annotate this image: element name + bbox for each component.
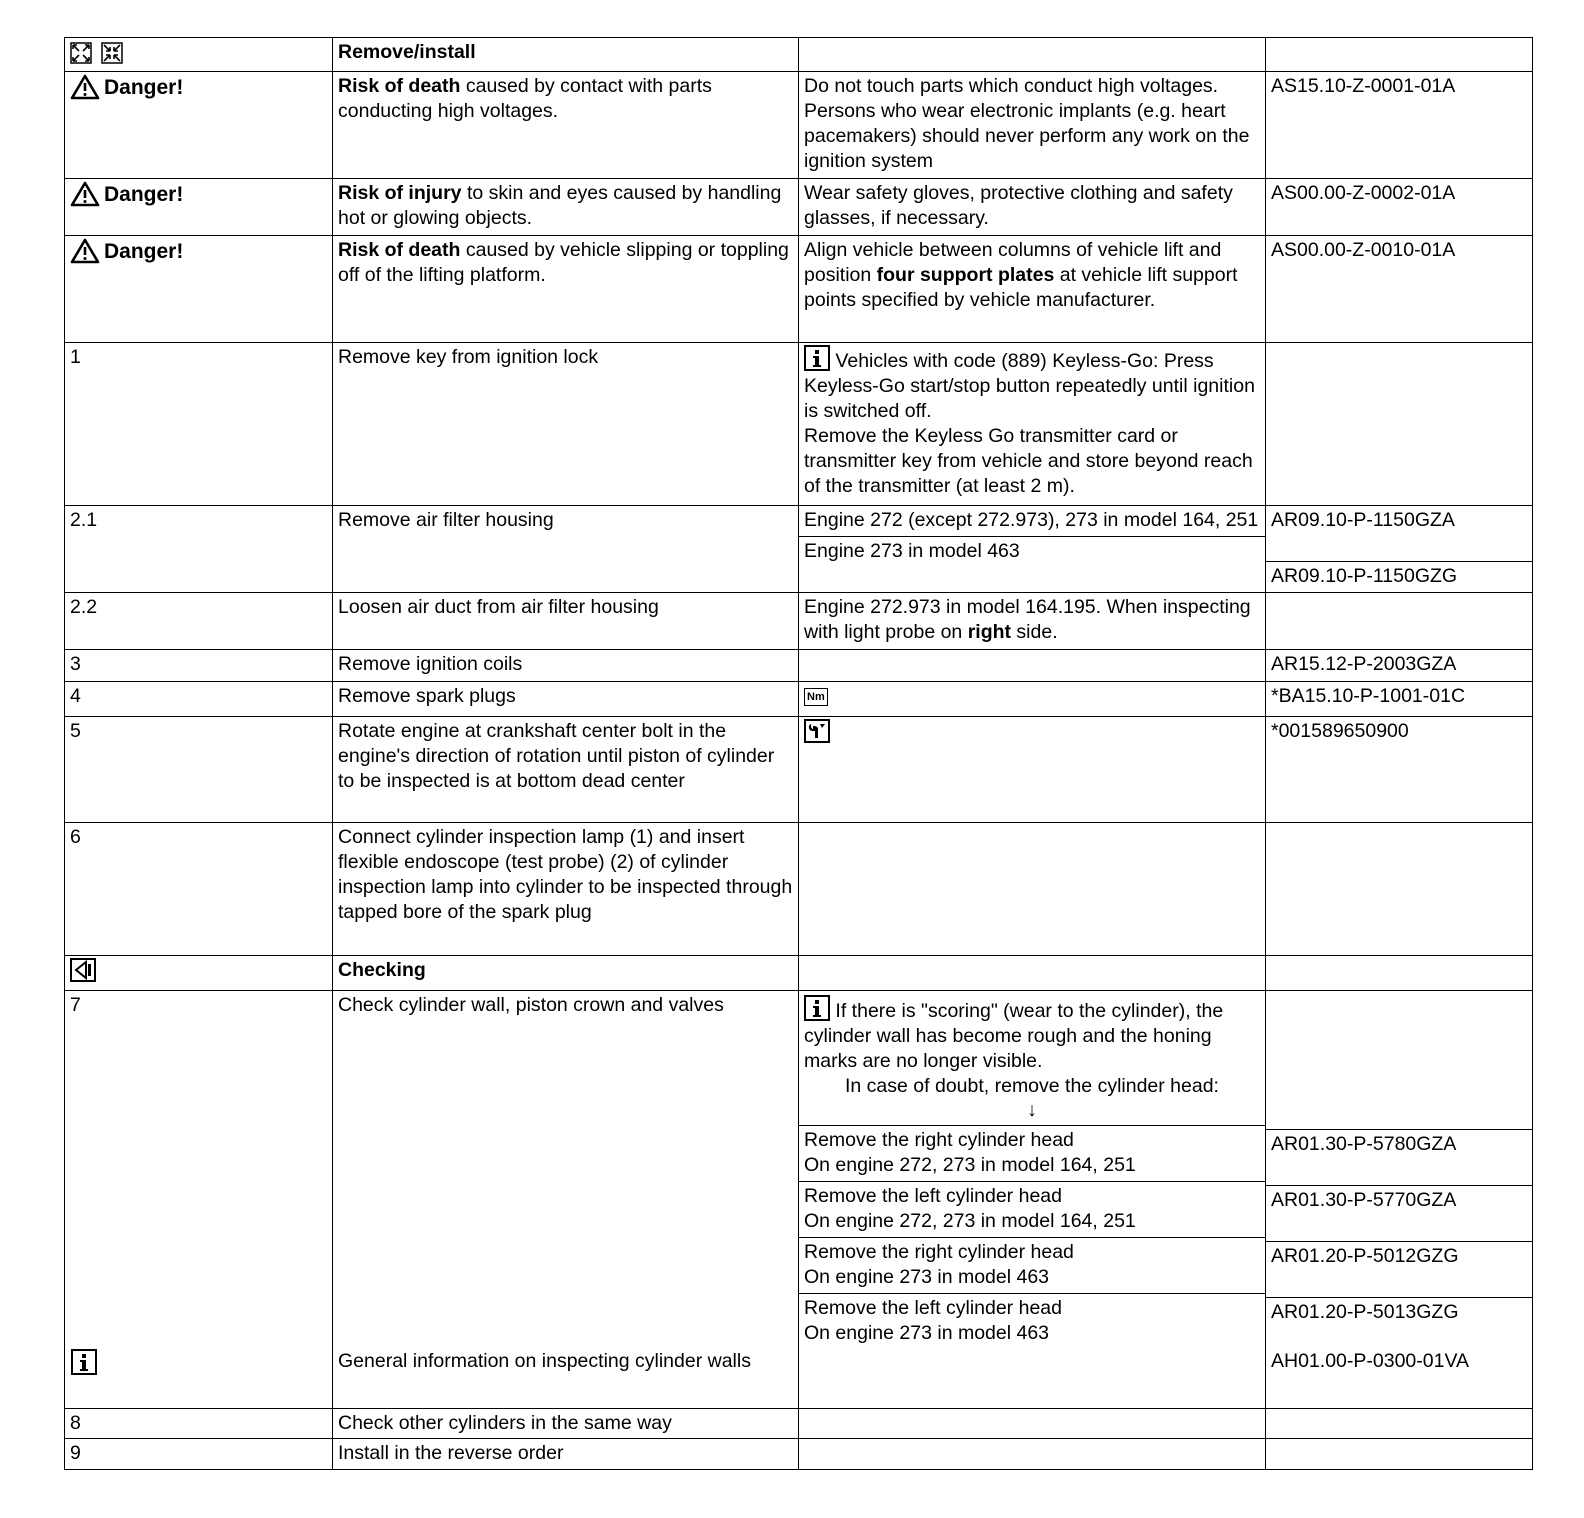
step-action: Remove ignition coils [333, 650, 799, 682]
danger-label: Danger! [104, 75, 184, 99]
info-icon [804, 995, 830, 1021]
step-action: Install in the reverse order [333, 1439, 799, 1470]
step-action: Remove spark plugs [333, 682, 799, 717]
reference-code: AR01.30-P-5780GZA [1271, 1133, 1457, 1155]
step-number: 3 [65, 650, 333, 682]
reference-code: AR01.20-P-5013GZG [1271, 1301, 1459, 1323]
step-number: 1 [65, 343, 333, 506]
danger-row [65, 236, 1533, 343]
step-action: Check cylinder wall, piston crown and valves [338, 994, 724, 1016]
divider [1266, 561, 1532, 562]
step-action: Remove key from ignition lock [333, 343, 799, 506]
reference-code: *BA15.10-P-1001-01C [1266, 682, 1533, 717]
reference-code: AR15.12-P-2003GZA [1266, 650, 1533, 682]
danger-instruction: Do not touch parts which conduct high voltages. Persons who wear electronic implants (e.g. heart pacemakers) should never perform any work on the ignition system [799, 72, 1266, 179]
reference-code: AS00.00-Z-0002-01A [1266, 179, 1533, 236]
expand-icon [70, 42, 92, 64]
divider [799, 1237, 1265, 1238]
warning-icon [70, 238, 100, 264]
danger-label: Danger! [104, 182, 184, 206]
header-icons [65, 38, 333, 72]
step-number: 4 [65, 682, 333, 717]
danger-instruction: Wear safety gloves, protective clothing and safety glasses, if necessary. [799, 179, 1266, 236]
step-row [65, 593, 1533, 650]
arrow-down-icon: ↓ [1027, 1099, 1037, 1121]
reference-code: AR09.10-P-1150GZG [1271, 565, 1458, 587]
reference-code: AS15.10-Z-0001-01A [1266, 72, 1533, 179]
step-row [65, 717, 1533, 823]
reference-code: AH01.00-P-0300-01VA [1271, 1350, 1470, 1372]
danger-instruction: Align vehicle between columns of vehicle lift and position four support plates at vehicle lift support points specified by vehicle manufacturer. [799, 236, 1266, 343]
header-row [65, 38, 1533, 72]
step-action: Check other cylinders in the same way [333, 1409, 799, 1439]
step-row [65, 823, 1533, 956]
risk-title: Risk of injury [338, 182, 462, 204]
step-number: 5 [65, 717, 333, 823]
info-action: General information on inspecting cylinder walls [338, 1350, 751, 1372]
danger-row [65, 179, 1533, 236]
reference-code: *001589650900 [1266, 717, 1533, 823]
reference-code: AR09.10-P-1150GZA [1271, 509, 1455, 531]
step-number: 7 [70, 994, 81, 1016]
step-number: 6 [65, 823, 333, 956]
step-number: 2.1 [65, 506, 333, 593]
step-note: If there is "scoring" (wear to the cylinder), the cylinder wall has become rough and the honing marks are no longer visible. In case of doubt, remove the cylinder head: ↓ Remove the right cylinder head On engine 272, 273 in model 164, 251 Remove the left cylinder head On engine 272, 273 in model 164, 251 Remove the right cylinder head On engine 273 in model 463 Remove the left cylinder head On engine 273 in model 463 [799, 991, 1266, 1409]
info-icon [804, 345, 830, 371]
reference-code: AS00.00-Z-0010-01A [1266, 236, 1533, 343]
risk-title: Risk of death [338, 75, 461, 97]
step-number: 2.2 [65, 593, 333, 650]
checking-icon [70, 958, 96, 982]
step-row [65, 682, 1533, 717]
divider [799, 1125, 1265, 1126]
warning-icon [70, 74, 100, 100]
torque-icon: Nm [804, 688, 828, 706]
divider [799, 1293, 1265, 1294]
step-row [65, 1409, 1533, 1439]
step-note: Vehicles with code (889) Keyless-Go: Press Keyless-Go start/stop button repeatedly until ignition is switched off. Remove the Keyless Go transmitter card or transmitter key from vehicle and store beyond reach of the transmitter (at least 2 m). [799, 343, 1266, 506]
divider [799, 1181, 1265, 1182]
section-title: Checking [333, 956, 799, 991]
step-note: Engine 272 (except 272.973), 273 in model 164, 251 Engine 273 in model 463 [799, 506, 1266, 593]
step-row [65, 650, 1533, 682]
reference-code: AR01.20-P-5012GZG [1271, 1245, 1459, 1267]
step-number: 8 [65, 1409, 333, 1439]
checking-row [65, 956, 1533, 991]
step-row [65, 991, 1533, 1409]
procedure-table [64, 37, 1533, 1470]
collapse-icon [101, 42, 123, 64]
info-icon [71, 1349, 97, 1375]
section-title: Remove/install [333, 38, 799, 72]
step-row [65, 343, 1533, 506]
divider [799, 536, 1265, 537]
special-tool-icon [804, 719, 830, 743]
risk-text: caused by contact with parts conducting high voltages. [338, 75, 712, 122]
step-number: 9 [65, 1439, 333, 1470]
risk-title: Risk of death [338, 239, 461, 261]
warning-icon [70, 181, 100, 207]
step-action: Loosen air duct from air filter housing [333, 593, 799, 650]
risk-text: caused by vehicle slipping or toppling off of the lifting platform. [338, 239, 789, 286]
step-row [65, 1439, 1533, 1470]
step-row [65, 506, 1533, 593]
step-action: Rotate engine at crankshaft center bolt in the engine's direction of rotation until piston of cylinder to be inspected is at bottom dead center [333, 717, 799, 823]
danger-label: Danger! [104, 239, 184, 263]
step-action: Remove air filter housing [333, 506, 799, 593]
reference-code: AR01.30-P-5770GZA [1271, 1189, 1457, 1211]
step-action: Connect cylinder inspection lamp (1) and insert flexible endoscope (test probe) (2) of cylinder inspection lamp into cylinder to be inspected through tapped bore of the spark plug [333, 823, 799, 956]
risk-text: to skin and eyes caused by handling hot or glowing objects. [338, 182, 782, 229]
step-note: Engine 272.973 in model 164.195. When inspecting with light probe on right side. [799, 593, 1266, 650]
danger-row [65, 72, 1533, 179]
